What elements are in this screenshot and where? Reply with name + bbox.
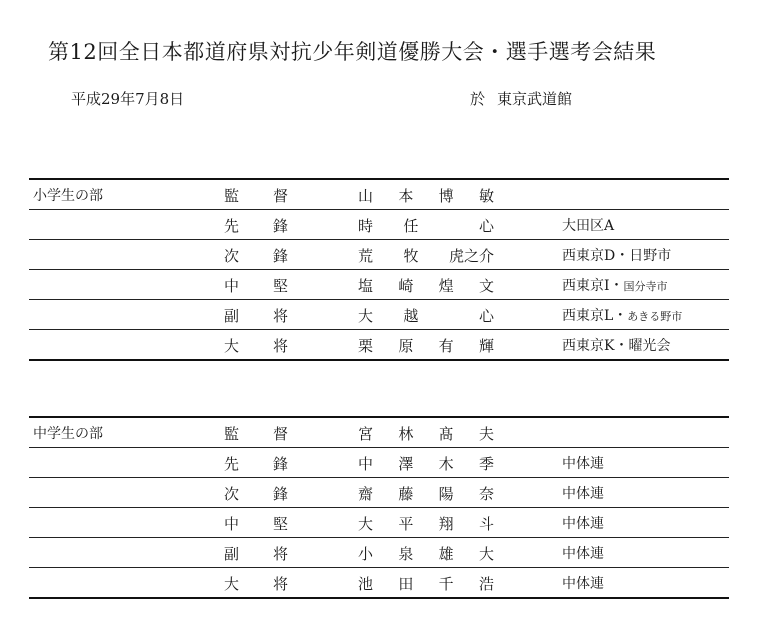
- name-char: 虎之介: [448, 247, 494, 265]
- team-city: 国分寺市: [623, 280, 668, 293]
- team-name: 中体連: [562, 576, 604, 592]
- player-position: [224, 513, 288, 534]
- player-name: [358, 335, 494, 356]
- team-name: 大田区A: [562, 218, 615, 234]
- player-team: [562, 245, 671, 265]
- name-char: 牧: [403, 247, 419, 265]
- team-name: 中体連: [562, 456, 604, 472]
- position-char: 監: [224, 187, 240, 205]
- position-char: 次: [224, 247, 240, 265]
- position-char: 将: [272, 575, 288, 593]
- player-position: [224, 215, 288, 236]
- player-name: [358, 543, 494, 564]
- document-title: 第12回全日本都道府県対抗少年剣道優勝大会・選手選考会結果: [48, 40, 657, 64]
- name-char: 敏: [478, 187, 494, 205]
- name-char: 崎: [398, 277, 414, 295]
- name-char: 澤: [398, 455, 414, 473]
- player-team: [562, 483, 604, 503]
- name-char: 藤: [398, 485, 414, 503]
- name-char: 有: [438, 337, 454, 355]
- team-name: 中体連: [562, 546, 604, 562]
- section-category: 中学生の部: [33, 426, 103, 442]
- player-name: [358, 215, 494, 236]
- name-char: 大: [358, 515, 374, 533]
- table-row: [29, 568, 729, 599]
- position-char: 次: [224, 485, 240, 503]
- table-row: [29, 180, 729, 210]
- table-row: [29, 210, 729, 240]
- team-name: 西東京L・: [562, 308, 628, 324]
- player-name: [358, 245, 494, 266]
- player-position: [224, 245, 288, 266]
- position-char: 鋒: [272, 455, 288, 473]
- player-name: [358, 513, 494, 534]
- player-name: [358, 453, 494, 474]
- team-name: 西東京K・曜光会: [562, 338, 671, 354]
- name-char: 浩: [478, 575, 494, 593]
- player-team: [562, 513, 604, 533]
- player-name: [358, 185, 494, 206]
- name-char: 翔: [438, 515, 454, 533]
- name-char: 平: [398, 515, 414, 533]
- name-char: 原: [398, 337, 414, 355]
- position-char: 副: [224, 545, 240, 563]
- player-name: [358, 305, 494, 326]
- player-team: [562, 543, 604, 563]
- player-team: [562, 215, 614, 235]
- name-char: 荒: [358, 247, 374, 265]
- team-name: 西東京I・: [562, 278, 624, 294]
- name-char: 齋: [358, 485, 374, 503]
- section-category: 小学生の部: [33, 188, 103, 204]
- position-char: 中: [224, 277, 240, 295]
- player-position: [224, 335, 288, 356]
- name-char: 奈: [478, 485, 494, 503]
- team-city: あきる野市: [627, 310, 683, 323]
- position-char: 鋒: [272, 247, 288, 265]
- table-row: [29, 240, 729, 270]
- player-team: [562, 453, 604, 473]
- player-position: [224, 423, 288, 444]
- position-char: 先: [224, 455, 240, 473]
- player-team: [562, 573, 604, 593]
- name-char: 本: [398, 187, 414, 205]
- position-char: 中: [224, 515, 240, 533]
- table-row: [29, 448, 729, 478]
- name-char: 陽: [438, 485, 454, 503]
- player-position: [224, 453, 288, 474]
- name-char: 夫: [478, 425, 494, 443]
- table-row: [29, 538, 729, 568]
- position-char: 副: [224, 307, 240, 325]
- name-char: 煌: [438, 277, 454, 295]
- name-char: 山: [358, 187, 374, 205]
- player-position: [224, 483, 288, 504]
- position-char: 将: [272, 337, 288, 355]
- name-char: 千: [438, 575, 454, 593]
- name-char: 林: [398, 425, 414, 443]
- table-row: [29, 270, 729, 300]
- name-char: 塩: [358, 277, 374, 295]
- player-name: [358, 573, 494, 594]
- name-char: 小: [358, 545, 374, 563]
- name-char: 時: [358, 217, 374, 235]
- team-name: 西東京D・日野市: [562, 248, 672, 264]
- player-team: [562, 335, 670, 355]
- player-position: [224, 185, 288, 206]
- player-position: [224, 275, 288, 296]
- name-char: 季: [478, 455, 494, 473]
- position-char: 将: [272, 545, 288, 563]
- player-name: [358, 275, 494, 296]
- table-row: [29, 330, 729, 361]
- player-team: [562, 305, 682, 325]
- name-char: 輝: [478, 337, 494, 355]
- team-name: 中体連: [562, 516, 604, 532]
- player-team: [562, 275, 668, 295]
- name-char: 宮: [358, 425, 374, 443]
- table-row: [29, 418, 729, 448]
- table-row: [29, 300, 729, 330]
- name-char: 田: [398, 575, 414, 593]
- name-char: 大: [478, 545, 494, 563]
- position-char: 先: [224, 217, 240, 235]
- name-char: 斗: [478, 515, 494, 533]
- position-char: 督: [272, 425, 288, 443]
- event-date: 平成29年7月8日: [71, 90, 185, 108]
- table-row: [29, 508, 729, 538]
- name-char: 池: [358, 575, 374, 593]
- name-char: 任: [403, 217, 419, 235]
- venue-prefix: 於: [470, 90, 486, 108]
- player-position: [224, 305, 288, 326]
- name-char: 文: [478, 277, 494, 295]
- name-char: 栗: [358, 337, 374, 355]
- event-venue: [470, 88, 572, 109]
- player-position: [224, 573, 288, 594]
- position-char: 将: [272, 307, 288, 325]
- table-row: [29, 478, 729, 508]
- name-char: 泉: [398, 545, 414, 563]
- position-char: 堅: [272, 515, 288, 533]
- venue-name: 東京武道館: [497, 90, 573, 108]
- name-char: 越: [403, 307, 419, 325]
- position-char: 鋒: [272, 217, 288, 235]
- name-char: 雄: [438, 545, 454, 563]
- name-char: 中: [358, 455, 374, 473]
- position-char: 大: [224, 337, 240, 355]
- section-junior-high: [29, 416, 729, 599]
- name-char: 博: [438, 187, 454, 205]
- position-char: 堅: [272, 277, 288, 295]
- player-position: [224, 543, 288, 564]
- name-char: 心: [478, 307, 494, 325]
- team-name: 中体連: [562, 486, 604, 502]
- position-char: 大: [224, 575, 240, 593]
- player-name: [358, 423, 494, 444]
- position-char: 督: [272, 187, 288, 205]
- position-char: 鋒: [272, 485, 288, 503]
- name-char: 心: [478, 217, 494, 235]
- name-char: 木: [438, 455, 454, 473]
- player-name: [358, 483, 494, 504]
- section-elementary: [29, 178, 729, 361]
- name-char: 髙: [438, 425, 454, 443]
- name-char: 大: [358, 307, 374, 325]
- position-char: 監: [224, 425, 240, 443]
